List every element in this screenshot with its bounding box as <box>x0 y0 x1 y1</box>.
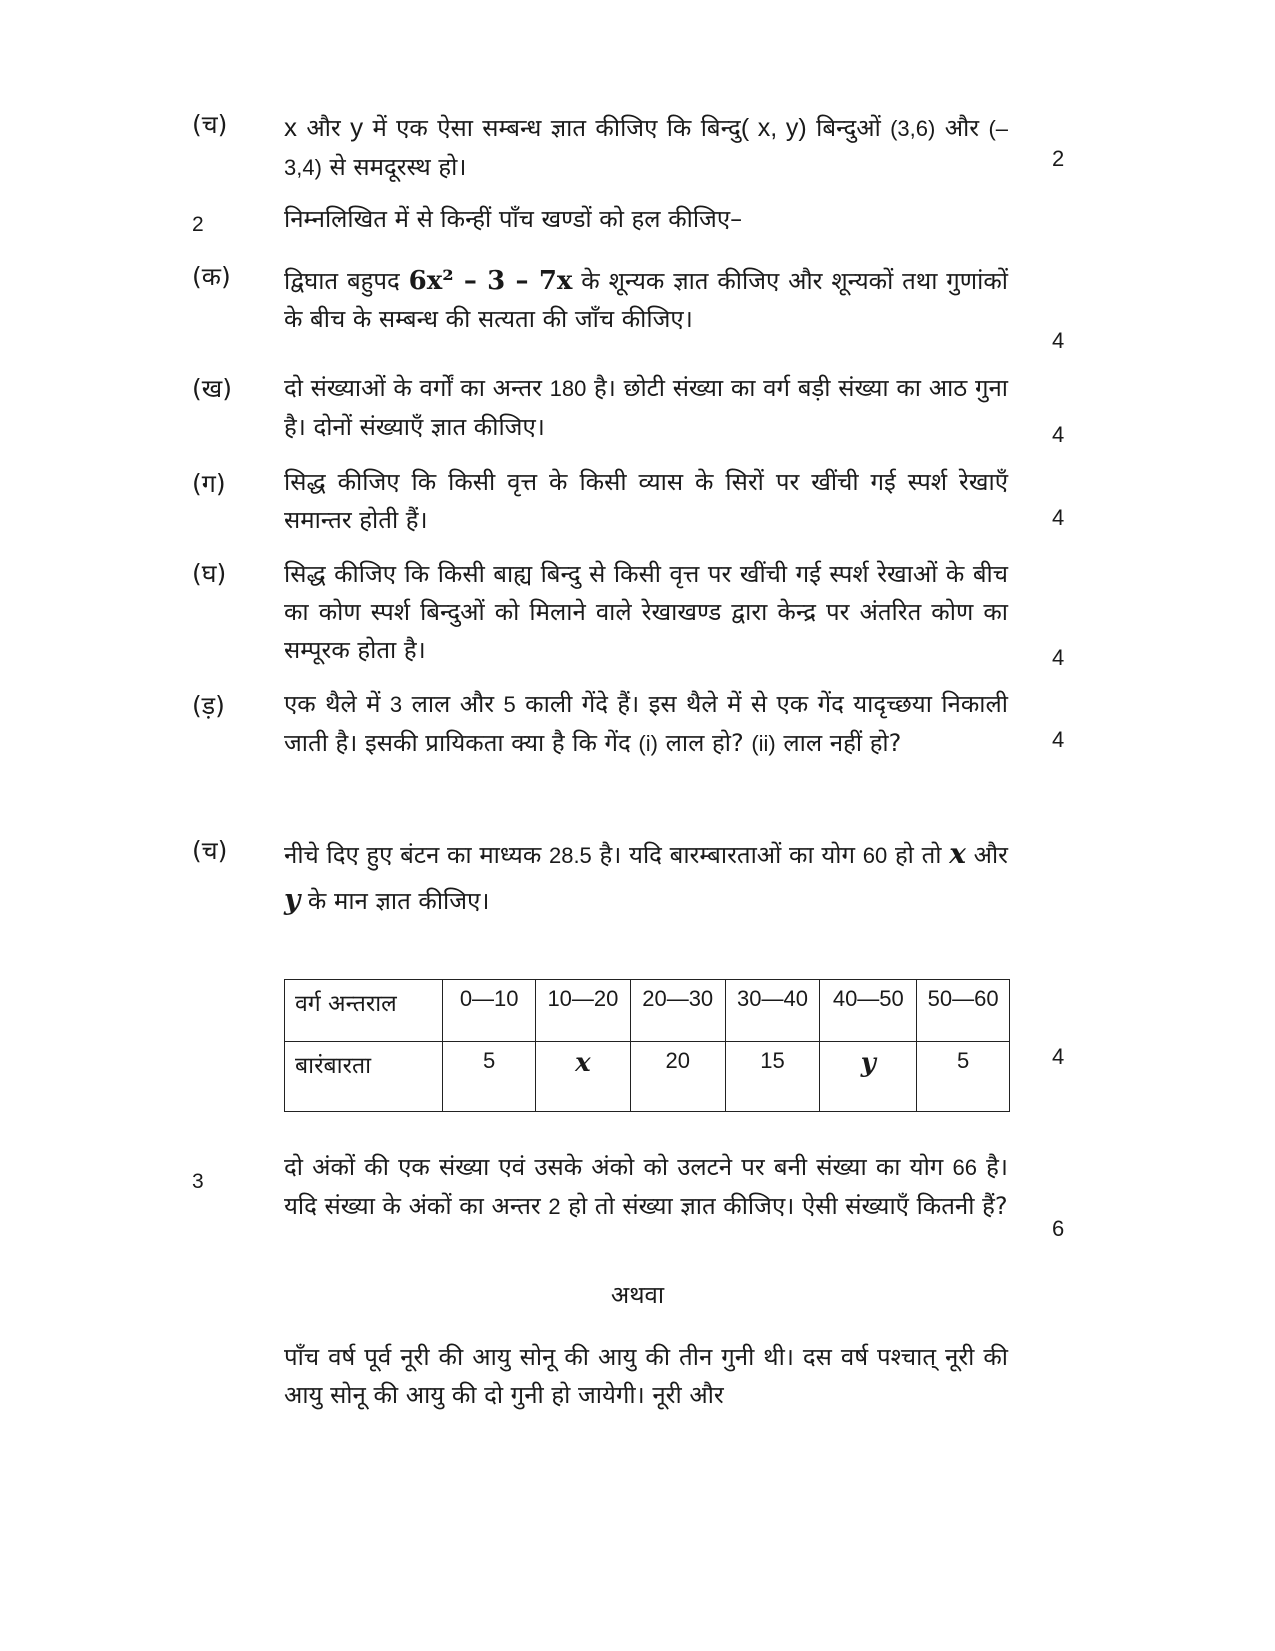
marks: 4 <box>1052 645 1065 670</box>
text-segment: के मान ज्ञात कीजिए। <box>300 887 490 915</box>
question-label: (ख) <box>192 374 232 403</box>
number: 60 <box>862 843 888 868</box>
marks: 4 <box>1052 505 1065 530</box>
frequency-cell: 5 <box>443 1042 536 1112</box>
frequency-cell: 5 <box>917 1042 1010 1112</box>
distribution-table <box>284 979 1010 1112</box>
number: 3 <box>389 692 403 717</box>
interval-cell: 10—20 <box>536 980 631 1042</box>
question-label: (घ) <box>192 559 227 588</box>
text-segment: लाल नहीं हो? <box>775 729 902 757</box>
table-row <box>285 980 1010 1042</box>
interval-cell: 50—60 <box>917 980 1010 1042</box>
variable-x: x <box>284 112 297 142</box>
point-b: (–3,4) <box>284 116 1008 180</box>
text-segment: है। छोटी संख्या का वर्ग बड़ी संख्या का आठ गुना है। दोनों संख्याएँ ज्ञात कीजिए। <box>284 374 1008 441</box>
text-segment: हो तो संख्या ज्ञात कीजिए। ऐसी संख्याएँ कितनी हैं? <box>560 1192 1008 1220</box>
text-segment: लाल हो? <box>657 729 752 757</box>
point-xy: ( x, y) <box>740 114 807 142</box>
interval-cell: 20—30 <box>630 980 725 1042</box>
frequency-cell: y <box>820 1042 917 1112</box>
section-heading: निम्नलिखित में से किन्हीं पाँच खण्डों को हल कीजिए– <box>284 205 743 233</box>
number: 28.5 <box>548 843 592 868</box>
frequency-cell: 15 <box>725 1042 820 1112</box>
text-segment: के शून्यक ज्ञात कीजिए और शून्यकों तथा गुणांकों के बीच के सम्बन्ध की सत्यता की जाँच कीजिए। <box>284 267 1009 333</box>
marks: 4 <box>1052 727 1065 752</box>
row-header: वर्ग अन्तराल <box>285 980 443 1042</box>
number: 2 <box>548 1194 561 1219</box>
question-number: 3 <box>192 1170 204 1193</box>
roman-numeral: (ii) <box>751 731 776 756</box>
text-segment: दो संख्याओं के वर्गों का अन्तर <box>284 374 550 402</box>
interval-cell: 40—50 <box>820 980 917 1042</box>
text-segment: काली गेंदे हैं। इस थैले में से एक गेंद यादृच्छया निकाली जाती है। इसकी प्रायिकता क्या है कि गेंद <box>284 690 1008 757</box>
text-segment: और <box>297 114 351 142</box>
question-label: (ग) <box>192 469 226 498</box>
question-number: 2 <box>192 213 204 236</box>
text-segment: बिन्दुओं <box>806 114 891 142</box>
question-text <box>284 369 1008 446</box>
marks: 4 <box>1052 1044 1065 1069</box>
alternative-question-text: पाँच वर्ष पूर्व नूरी की आयु सोनू की आयु की तीन गुनी थी। दस वर्ष पश्चात् नूरी की आयु सोनू की आयु की दो गुनी हो जायेगी। नूरी और <box>284 1343 1008 1409</box>
question-label: (ड़) <box>192 691 225 720</box>
number: 180 <box>549 376 587 401</box>
text-segment: दो अंकों की एक संख्या एवं उसके अंको को उलटने पर बनी संख्या का योग <box>284 1153 953 1181</box>
marks: 4 <box>1052 422 1065 447</box>
text-segment: एक थैले में <box>284 690 390 718</box>
interval-cell: 0—10 <box>443 980 536 1042</box>
text-segment: हो तो <box>887 841 950 869</box>
question-text <box>284 262 1008 338</box>
text-segment: है। यदि बारम्बारताओं का योग <box>591 841 863 869</box>
number: 5 <box>503 692 516 717</box>
or-divider: अथवा <box>610 1281 665 1309</box>
question-text <box>284 685 1008 763</box>
text-segment: लाल और <box>402 690 504 718</box>
frequency-cell: 20 <box>630 1042 725 1112</box>
question-text: सिद्ध कीजिए कि किसी वृत्त के किसी व्यास के सिरों पर खींची गई स्पर्श रेखाएँ समान्तर होती हैं। <box>284 468 1008 534</box>
frequency-cell: x <box>536 1042 631 1112</box>
question-label: (क) <box>192 262 231 291</box>
number: 66 <box>952 1155 977 1180</box>
question-text <box>284 832 1008 923</box>
question-label: (च) <box>192 836 228 865</box>
question-text <box>284 108 1008 187</box>
roman-numeral: (i) <box>638 731 658 756</box>
question-text <box>284 1148 1008 1226</box>
text-segment: नीचे दिए हुए बंटन का माध्यक <box>284 841 549 869</box>
marks: 4 <box>1052 328 1065 353</box>
variable-y: y <box>284 883 301 916</box>
table-row <box>285 1042 1010 1112</box>
question-text: सिद्ध कीजिए कि किसी बाह्य बिन्दु से किसी वृत्त पर खींची गई स्पर्श रेखाओं के बीच का कोण स्पर्श बिन्दुओं को मिलाने वाले रेखाखण्ड द्वारा केन्द्र पर अंतरित कोण का सम्पूरक होता है। <box>284 560 1008 664</box>
text-segment: और <box>935 114 989 142</box>
variable-x: x <box>949 837 966 870</box>
text-segment: है। यदि संख्या के अंकों का अन्तर <box>284 1153 1008 1220</box>
question-label: (च) <box>192 110 228 139</box>
marks: 6 <box>1052 1216 1065 1241</box>
text-segment: और <box>965 841 1008 869</box>
variable-y: y <box>350 112 364 142</box>
text-segment: से समदूरस्थ हो। <box>321 153 467 181</box>
interval-cell: 30—40 <box>725 980 820 1042</box>
text-segment: में एक ऐसा सम्बन्ध ज्ञात कीजिए कि बिन्दु <box>363 114 741 142</box>
row-header: बारंबारता <box>285 1042 443 1112</box>
text-segment: द्विघात बहुपद <box>284 267 409 295</box>
polynomial: 6x² – 3 – 7x <box>408 266 573 296</box>
point-a: (3,6) <box>890 116 936 141</box>
marks: 2 <box>1052 146 1065 171</box>
